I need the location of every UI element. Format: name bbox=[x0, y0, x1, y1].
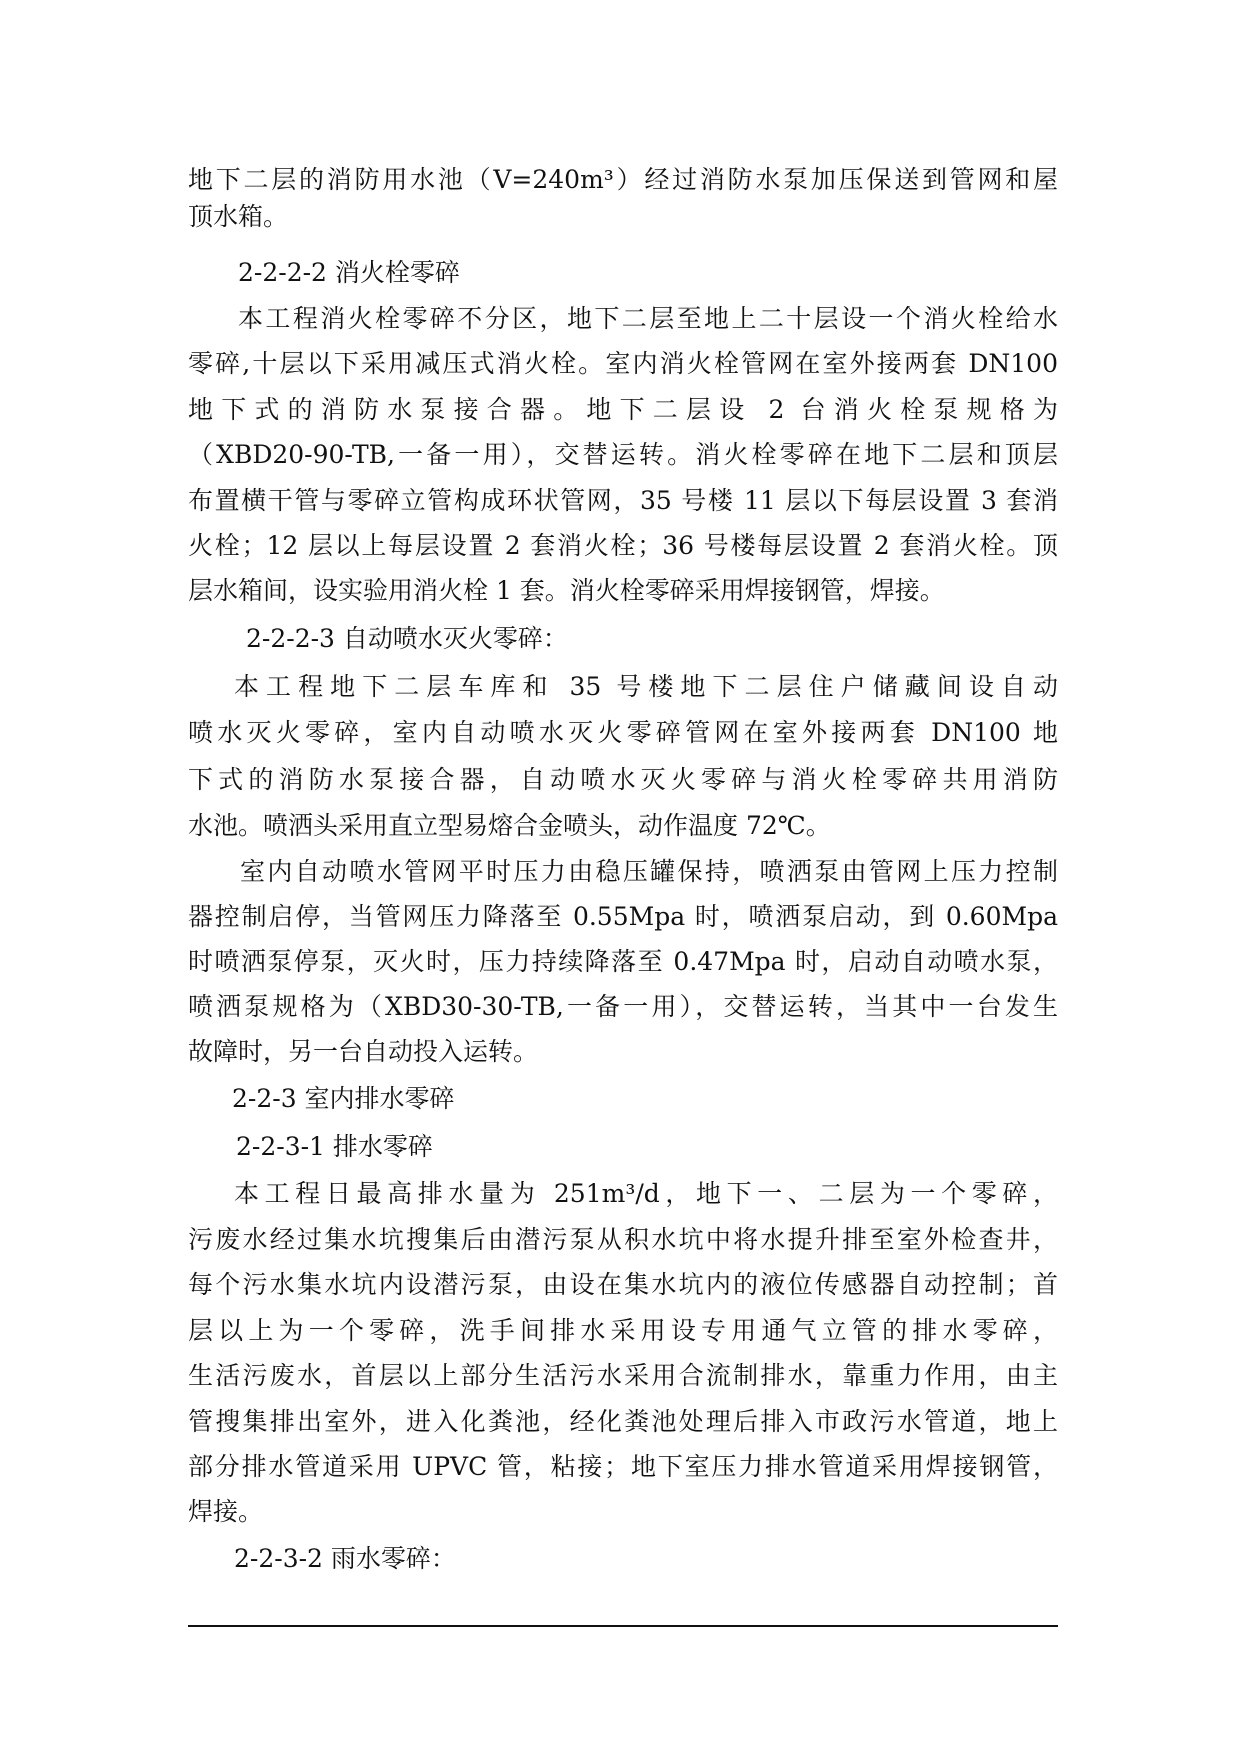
text-line: 水池。喷洒头采用直立型易熔合金喷头，动作温度 72℃。 bbox=[188, 811, 831, 840]
text-line: 管搜集排出室外，进入化粪池，经化粪池处理后排入市政污水管道，地上 bbox=[188, 1407, 1058, 1436]
section-heading: 2-2-2-2 消火栓零碎 bbox=[238, 258, 460, 287]
text-line: 喷水灭火零碎，室内自动喷水灭火零碎管网在室外接两套 DN100 地 bbox=[188, 718, 1058, 747]
text-line: 室内自动喷水管网平时压力由稳压罐保持，喷洒泵由管网上压力控制 bbox=[240, 857, 1058, 886]
text-line: 零碎,十层以下采用减压式消火栓。室内消火栓管网在室外接两套 DN100 bbox=[188, 349, 1058, 378]
text-line: 时喷洒泵停泵，灭火时，压力持续降落至 0.47Mpa 时，启动自动喷水泵， bbox=[188, 947, 1058, 976]
text-line: 焊接。 bbox=[188, 1497, 264, 1526]
text-line: 下式的消防水泵接合器，自动喷水灭火零碎与消火栓零碎共用消防 bbox=[188, 765, 1058, 794]
text-line: 层以上为一个零碎，洗手间排水采用设专用通气立管的排水零碎， bbox=[188, 1316, 1058, 1345]
text-line: 层水箱间，设实验用消火栓 1 套。消火栓零碎采用焊接钢管，焊接。 bbox=[188, 576, 945, 605]
text-line: 布置横干管与零碎立管构成环状管网，35 号楼 11 层以下每层设置 3 套消 bbox=[188, 486, 1058, 515]
text-line: 本工程地下二层车库和 35 号楼地下二层住户储藏间设自动 bbox=[234, 672, 1058, 701]
text-line: 每个污水集水坑内设潜污泵，由设在集水坑内的液位传感器自动控制；首 bbox=[188, 1270, 1058, 1299]
text-line: 顶水箱。 bbox=[188, 202, 289, 231]
section-heading: 2-2-3 室内排水零碎 bbox=[232, 1084, 455, 1113]
section-heading: 2-2-3-1 排水零碎 bbox=[236, 1132, 433, 1161]
text-line: 污废水经过集水坑搜集后由潜污泵从积水坑中将水提升排至室外检查井， bbox=[188, 1225, 1058, 1254]
section-heading: 2-2-2-3 自动喷水灭火零碎： bbox=[246, 624, 568, 653]
footer-rule bbox=[188, 1625, 1058, 1627]
text-line: 喷洒泵规格为（XBD30-30-TB,一备一用），交替运转，当其中一台发生 bbox=[188, 992, 1058, 1021]
text-line: 生活污废水，首层以上部分生活污水采用合流制排水，靠重力作用，由主 bbox=[188, 1361, 1058, 1390]
text-line: 地下式的消防水泵接合器。地下二层设 2 台消火栓泵规格为 bbox=[188, 395, 1058, 424]
text-line: 地下二层的消防用水池（V=240m³）经过消防水泵加压保送到管网和屋 bbox=[188, 165, 1058, 194]
section-heading: 2-2-3-2 雨水零碎： bbox=[234, 1544, 456, 1573]
text-line: 部分排水管道采用 UPVC 管，粘接；地下室压力排水管道采用焊接钢管， bbox=[188, 1452, 1058, 1481]
text-line: 故障时，另一台自动投入运转。 bbox=[188, 1037, 539, 1066]
text-line: 器控制启停，当管网压力降落至 0.55Mpa 时，喷洒泵启动，到 0.60Mpa bbox=[188, 902, 1058, 931]
text-line: （XBD20-90-TB,一备一用），交替运转。消火栓零碎在地下二层和顶层 bbox=[188, 440, 1058, 469]
text-line: 本工程消火栓零碎不分区，地下二层至地上二十层设一个消火栓给水 bbox=[238, 304, 1058, 333]
text-line: 火栓；12 层以上每层设置 2 套消火栓；36 号楼每层设置 2 套消火栓。顶 bbox=[188, 531, 1058, 560]
text-line: 本工程日最高排水量为 251m³/d，地下一、二层为一个零碎， bbox=[234, 1179, 1058, 1208]
